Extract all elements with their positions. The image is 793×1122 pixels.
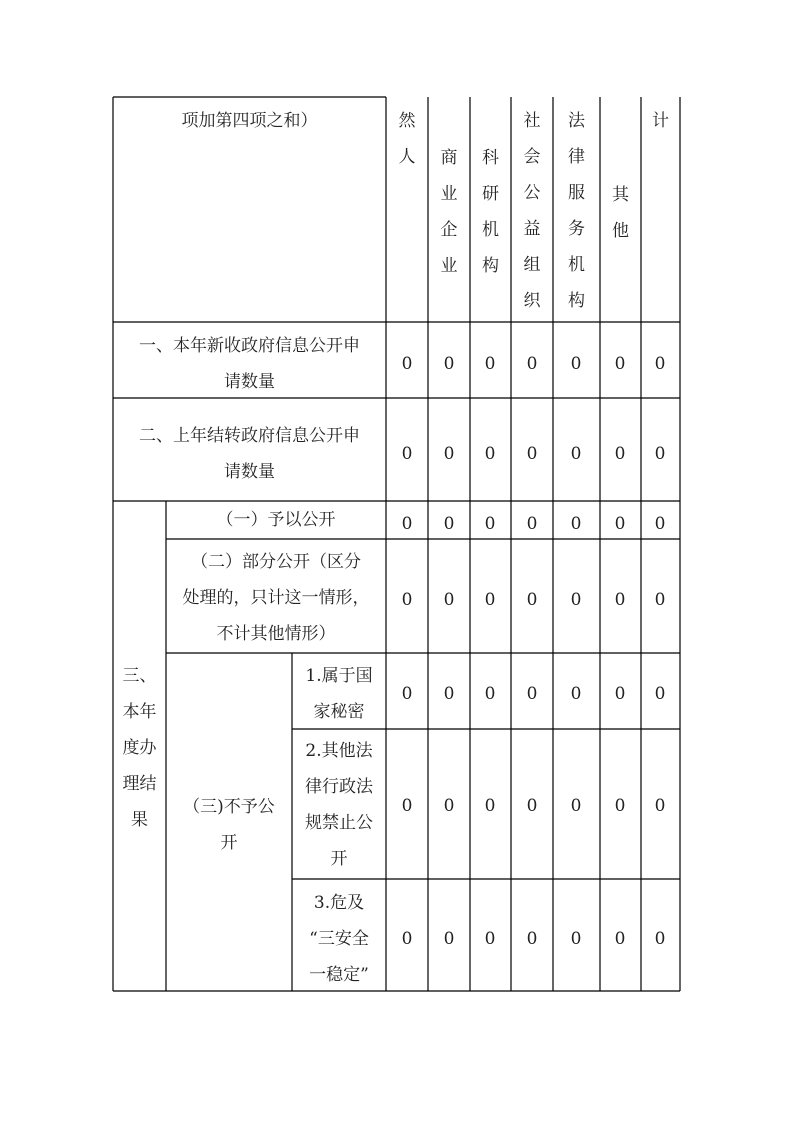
row-label-line: 3.危及: [313, 893, 365, 913]
value-cell: 0: [401, 514, 413, 534]
value-cell: 0: [526, 444, 538, 464]
row-label-line: 理结: [122, 774, 157, 794]
value-cell: 0: [484, 590, 496, 610]
value-cell: 0: [614, 590, 626, 610]
header-legal-char: 法: [568, 111, 585, 131]
row-label-endanger-stability: [292, 885, 386, 993]
row-label-open: （一）予以公开: [216, 510, 336, 530]
header-social-char: 织: [523, 291, 541, 311]
value-cell: 0: [443, 444, 455, 464]
header-research-institution: [470, 140, 511, 284]
value-cell: 0: [654, 590, 666, 610]
value-cell: 0: [654, 444, 666, 464]
value-cell: 0: [401, 354, 413, 374]
value-cell: 0: [570, 354, 582, 374]
value-cell: 0: [614, 796, 626, 816]
value-cell: 0: [570, 444, 582, 464]
value-cell: 0: [484, 796, 496, 816]
header-legal-service-org: [553, 103, 600, 319]
row-label-line: 请数量: [224, 372, 275, 392]
header-commercial-char: 商: [440, 148, 458, 168]
row-label-carried-over: [113, 418, 386, 490]
row-label-line: 请数量: [224, 462, 275, 482]
value-cell: 0: [570, 514, 582, 534]
row-label-line: 二、上年结转政府信息公开申: [139, 426, 360, 446]
value-cell: 0: [654, 684, 666, 704]
row-label-law-prohibited: [292, 733, 386, 877]
value-cell: 0: [401, 444, 413, 464]
header-natural-person-char: 人: [398, 147, 416, 167]
value-cell: 0: [484, 444, 496, 464]
value-cell: 0: [654, 796, 666, 816]
value-cell: 0: [443, 929, 455, 949]
value-cell: 0: [484, 929, 496, 949]
header-legal-char: 服: [568, 183, 585, 203]
row-label-line: 规禁止公: [305, 813, 373, 833]
value-cell: 0: [614, 929, 626, 949]
row-label-line: 家秘密: [313, 702, 365, 722]
header-description-cell: 项加第四项之和）: [181, 111, 318, 131]
header-social-welfare-org: [511, 103, 553, 319]
header-legal-char: 律: [568, 147, 585, 167]
value-cell: 0: [654, 514, 666, 534]
value-cell: 0: [526, 796, 538, 816]
value-cell: 0: [526, 514, 538, 534]
value-cell: 0: [526, 684, 538, 704]
value-cell: 0: [614, 684, 626, 704]
header-commercial-char: 业: [440, 256, 458, 276]
row-label-line: 开: [220, 833, 238, 853]
value-cell: 0: [443, 590, 455, 610]
value-cell: 0: [484, 514, 496, 534]
header-natural-person: [386, 103, 428, 175]
row-label-line: 度办: [122, 738, 157, 758]
row-label-line: “三安全: [309, 929, 369, 949]
value-cell: 0: [526, 354, 538, 374]
row-label-line: 一稳定”: [309, 965, 369, 985]
header-other-char: 其: [612, 185, 629, 205]
value-cell: 0: [570, 796, 582, 816]
row-label-line: 处理的，只计这一情形，: [182, 588, 370, 608]
row-label-line: 不计其他情形）: [216, 624, 336, 644]
value-cell: 0: [401, 929, 413, 949]
header-commercial-char: 企: [440, 220, 458, 240]
header-social-char: 组: [523, 255, 541, 275]
header-social-char: 会: [523, 147, 541, 167]
header-other-char: 他: [612, 221, 629, 241]
header-research-char: 构: [482, 256, 499, 276]
row-label-not-open: [166, 789, 292, 861]
row-label-line: （二）部分公开（区分: [191, 552, 361, 572]
row-label-section3: [113, 658, 166, 838]
header-research-char: 科: [482, 148, 499, 168]
row-label-new-requests: [113, 328, 386, 400]
row-label-line: 本年: [122, 702, 157, 722]
header-legal-char: 机: [568, 255, 585, 275]
value-cell: 0: [570, 684, 582, 704]
value-cell: 0: [484, 354, 496, 374]
value-cell: 0: [570, 590, 582, 610]
value-cell: 0: [614, 354, 626, 374]
header-total: [641, 103, 680, 139]
value-cell: 0: [484, 684, 496, 704]
row-label-state-secret: [292, 658, 386, 730]
header-natural-person-char: 然: [398, 111, 416, 131]
header-total-char: 计: [652, 111, 669, 131]
row-label-line: 2.其他法: [305, 741, 373, 761]
header-social-char: 益: [523, 219, 541, 239]
value-cell: 0: [614, 444, 626, 464]
header-social-char: 社: [523, 111, 541, 131]
value-cell: 0: [401, 684, 413, 704]
row-label-line: 三、: [122, 666, 157, 686]
value-cell: 0: [654, 929, 666, 949]
header-research-char: 机: [482, 220, 499, 240]
row-label-line: 开: [330, 849, 348, 869]
value-cell: 0: [526, 929, 538, 949]
value-cell: 0: [654, 354, 666, 374]
header-commercial-char: 业: [440, 184, 458, 204]
value-cell: 0: [443, 684, 455, 704]
value-cell: 0: [570, 929, 582, 949]
row-label-line: 1.属于国: [305, 666, 373, 686]
header-legal-char: 构: [568, 291, 585, 311]
row-label-line: （三)不予公: [183, 797, 275, 817]
header-legal-char: 务: [568, 219, 585, 239]
header-other: [600, 177, 641, 249]
value-cell: 0: [443, 354, 455, 374]
row-label-line: 律行政法: [305, 777, 373, 797]
row-label-partial-open: [166, 544, 386, 652]
header-research-char: 研: [482, 184, 499, 204]
value-cell: 0: [401, 590, 413, 610]
value-cell: 0: [443, 796, 455, 816]
row-label-line: 一、本年新收政府信息公开申: [139, 336, 360, 356]
value-cell: 0: [614, 514, 626, 534]
header-social-char: 公: [523, 183, 541, 203]
value-cell: 0: [401, 796, 413, 816]
value-cell: 0: [526, 590, 538, 610]
header-commercial-enterprise: [428, 140, 470, 284]
value-cell: 0: [443, 514, 455, 534]
row-label-line: 果: [131, 810, 148, 830]
